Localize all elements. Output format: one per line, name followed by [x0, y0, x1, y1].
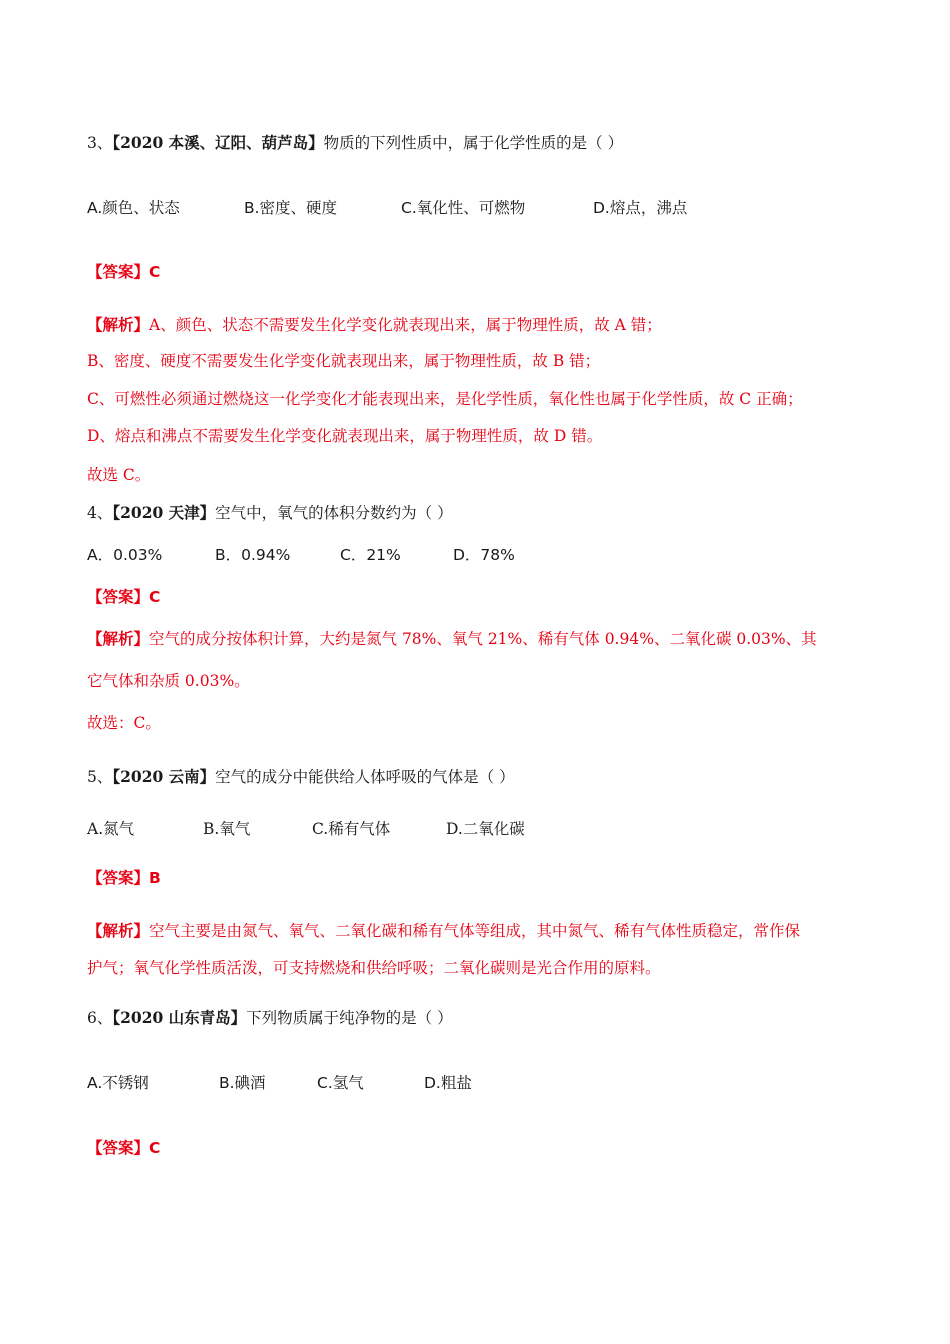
question-4-stem: [87, 502, 890, 524]
option-b: B．0.94%: [215, 546, 291, 564]
answer-value: C: [149, 263, 161, 281]
question-4-options: [87, 544, 890, 566]
question-number: 6、: [87, 1009, 113, 1027]
question-number: 3、: [87, 134, 113, 152]
question-3-answer: [87, 261, 890, 283]
answer-value: B: [149, 869, 161, 887]
question-5-answer: [87, 867, 890, 889]
answer-value: C: [149, 1139, 161, 1157]
option-a: A.颜色、状态: [87, 199, 180, 217]
answer-label: 【答案】: [87, 1138, 150, 1157]
answer-label: 【答案】: [87, 587, 150, 606]
answer-label: 【答案】: [87, 868, 150, 887]
question-3-analysis-line-2: B、密度、硬度不需要发生化学变化就表现出来，属于物理性质，故 B 错；: [87, 352, 601, 370]
question-source: 【2020 天津】: [112, 503, 216, 522]
question-5-options: [87, 818, 890, 840]
option-c: C．21%: [340, 546, 401, 564]
option-a: A．0.03%: [87, 546, 163, 564]
option-a: A.不锈钢: [87, 1074, 149, 1092]
answer-label: 【答案】: [87, 262, 150, 281]
question-3-stem: [87, 132, 890, 154]
analysis-text: 空气主要是由氮气、氧气、二氧化碳和稀有气体等组成，其中氮气、稀有气体性质稳定，常作保: [149, 922, 801, 940]
option-a: A.氮气: [87, 820, 135, 838]
question-5-analysis-line-1: [87, 920, 890, 942]
question-3-options: [87, 197, 890, 219]
question-text: 物质的下列性质中，属于化学性质的是（ ）: [323, 134, 624, 152]
question-4-analysis-line-2: 它气体和杂质 0.03%。: [87, 672, 250, 690]
question-6-answer: [87, 1137, 890, 1159]
question-3-conclusion: 故选 C。: [87, 466, 151, 484]
analysis-label: 【解析】: [87, 921, 150, 940]
question-4-conclusion: 故选：C。: [87, 714, 161, 732]
question-6-options: [87, 1072, 890, 1094]
question-number: 4、: [87, 504, 113, 522]
option-d: D.二氧化碳: [446, 820, 525, 838]
analysis-text: 空气的成分按体积计算，大约是氮气 78%、氧气 21%、稀有气体 0.94%、二氧化碳 0.03%、其: [149, 630, 817, 648]
question-source: 【2020 云南】: [112, 767, 216, 786]
option-d: D．78%: [453, 546, 515, 564]
question-3-analysis-line-4: D、熔点和沸点不需要发生化学变化就表现出来，属于物理性质，故 D 错。: [87, 427, 603, 445]
question-source: 【2020 本溪、辽阳、葫芦岛】: [112, 133, 324, 152]
question-5-stem: [87, 766, 890, 788]
option-d: D.熔点，沸点: [593, 199, 688, 217]
question-number: 5、: [87, 768, 113, 786]
question-5-analysis-line-2: 护气；氧气化学性质活泼，可支持燃烧和供给呼吸；二氧化碳则是光合作用的原料。: [87, 959, 661, 977]
option-d: D.粗盐: [424, 1074, 472, 1092]
option-c: C.氢气: [317, 1074, 364, 1092]
question-3-analysis-line-1: [87, 314, 890, 336]
option-c: C.稀有气体: [312, 820, 391, 838]
analysis-text: A、颜色、状态不需要发生化学变化就表现出来，属于物理性质，故 A 错；: [149, 316, 662, 334]
question-text: 下列物质属于纯净物的是（ ）: [246, 1009, 453, 1027]
question-6-stem: [87, 1007, 890, 1029]
option-b: B.碘酒: [219, 1074, 266, 1092]
question-4-analysis-line-1: [87, 628, 890, 650]
option-c: C.氧化性、可燃物: [401, 199, 526, 217]
question-4-answer: [87, 586, 890, 608]
option-b: B.密度、硬度: [244, 199, 338, 217]
question-3-analysis-line-3: C、可燃性必须通过燃烧这一化学变化才能表现出来，是化学性质，氧化性也属于化学性质，故 C 正确；: [87, 390, 803, 408]
analysis-label: 【解析】: [87, 315, 150, 334]
analysis-label: 【解析】: [87, 629, 150, 648]
option-b: B.氧气: [203, 820, 251, 838]
question-source: 【2020 山东青岛】: [112, 1008, 247, 1027]
question-text: 空气中，氧气的体积分数约为（ ）: [215, 504, 453, 522]
answer-value: C: [149, 588, 161, 606]
question-text: 空气的成分中能供给人体呼吸的气体是（ ）: [215, 768, 515, 786]
